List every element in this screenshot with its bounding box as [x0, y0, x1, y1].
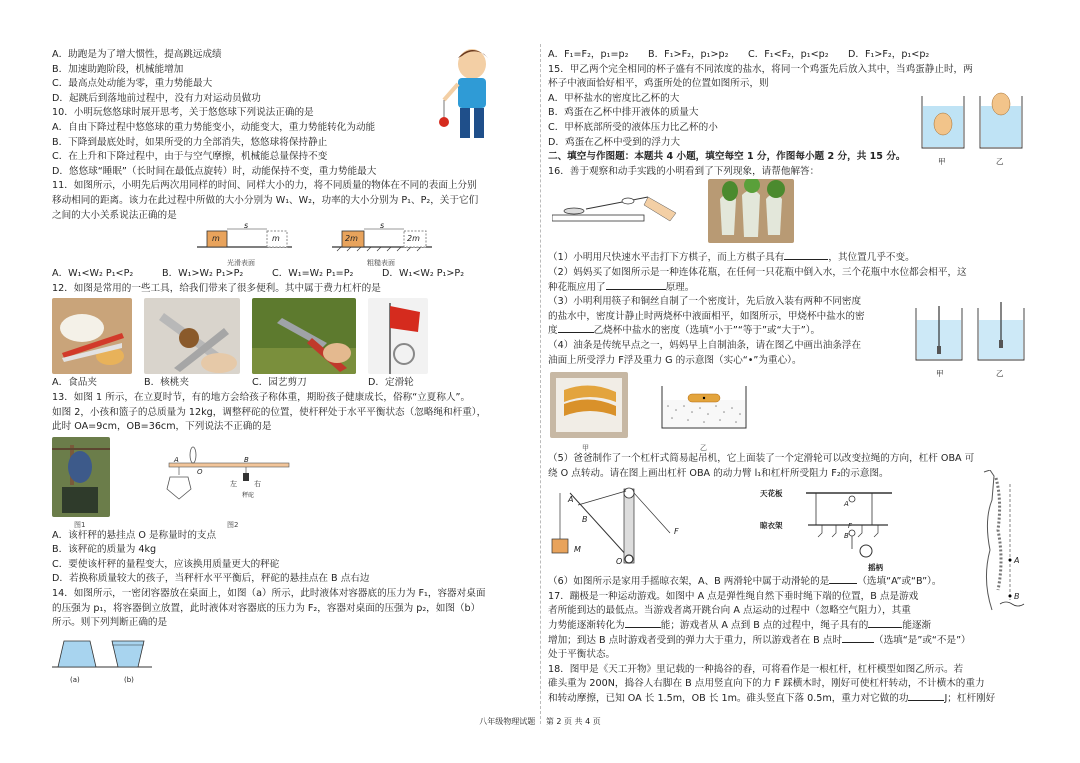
- q18-text-b: J；杠杆刚好: [944, 693, 996, 705]
- q16-4-caption-jia: 甲: [582, 444, 589, 453]
- coin-strike-diagram: [552, 191, 682, 241]
- q14-options: [548, 48, 1032, 63]
- q12-stem: 12．如图是常用的一些工具，给我们带来了很多便利。其中属于费力杠杆的是: [52, 282, 381, 294]
- q11-distance-s: s: [244, 221, 249, 231]
- page-footer: 八年级物理试题 第 2 页 共 4 页: [479, 717, 601, 726]
- q14-caption-b: (b): [124, 675, 134, 684]
- q16-6-label-rack: 晾衣架: [760, 521, 783, 531]
- q10-option-c: C．在上升和下降过程中，由于与空气摩擦，机械能总量保持不变: [52, 151, 328, 163]
- q15-option-c: C．甲杯底部所受的液体压力比乙杯的小: [548, 121, 718, 133]
- q14-option-a: A．F₁=F₂，p₁=p₂: [548, 49, 629, 60]
- q17-text-e: （选填“是”或“不是”）: [874, 634, 971, 646]
- walnut-cracker-image: [144, 298, 240, 374]
- q13-stem-line2: 如图 2，小孩和篮子的总质量为 12kg，调整秤砣的位置，使杆秤处于水平平衡状态（忽略绳和杆重），: [52, 406, 487, 418]
- q16-part6: [548, 575, 1032, 590]
- q16-part6-tail: （选填“A”或“B”）。: [857, 576, 942, 588]
- steelyard-diagram: [164, 437, 294, 517]
- q16-4-caption-yi: 乙: [700, 444, 707, 453]
- q16-part5-line2: 绕 O 点转动。请在图上画出杠杆 OBA 的动力臂 l₁和杠杆所受阻力 F₂的示意图。: [548, 467, 889, 479]
- q17-blank-3[interactable]: [842, 642, 874, 643]
- q16-part6-blank[interactable]: [829, 583, 857, 584]
- q12-options: [52, 376, 532, 391]
- q16-5-label-o: O: [616, 557, 623, 567]
- q16-3-caption-jia: 甲: [936, 369, 944, 378]
- q10-option-d: D．悠悠球“睡眠”（长时间在最低点旋转）时，动能保持不变，重力势能最大: [52, 165, 377, 177]
- q18-blank-1[interactable]: [908, 700, 944, 701]
- q15-option-b: B．鸡蛋在乙杯中排开液体的质量大: [548, 107, 699, 119]
- q11-option-c: C．W₁=W₂ P₁=P₂: [272, 268, 354, 280]
- q12-option-a: A．食品夹: [52, 377, 97, 389]
- q12-figure: [52, 298, 532, 374]
- q16-6-label-ceiling: 天花板: [760, 489, 783, 499]
- q11-distance-s2: s: [380, 221, 385, 231]
- q16-part1-text: （1）小明用尺快速水平击打下方棋子，而上方棋子具有: [548, 252, 785, 264]
- q17-label-b: B: [1014, 592, 1020, 601]
- q13-stem-line3: 此时 OA=9cm，OB=36cm，下列说法不正确的是: [52, 421, 272, 433]
- q11-options: [52, 267, 532, 282]
- q11-stem-line3: 之间的大小关系说法正确的是: [52, 209, 177, 221]
- q16-5-label-b: B: [582, 515, 588, 525]
- q15-beakers-diagram: [918, 92, 1028, 154]
- q16-part4-line2: 油面上所受浮力 F浮及重力 G 的示意图（实心“•”为重心）。: [548, 354, 802, 366]
- q18-line3: [548, 692, 1032, 707]
- q16-3-caption-yi: 乙: [996, 369, 1004, 378]
- q17-line3: [548, 619, 1032, 634]
- q11-caption-smooth: 光滑表面: [227, 259, 255, 268]
- density-meter-diagram: [912, 302, 1032, 366]
- q9-option-c: C．最高点处动能为零，重力势能最大: [52, 78, 213, 90]
- section-2-heading: 二、填空与作图题：本题共 4 小题，填空每空 1 分，作图每小题 2 分，共 15 分。: [548, 151, 906, 163]
- youtiao-photo: [550, 372, 628, 438]
- q17-text-c: 能逐渐: [902, 620, 932, 632]
- q16-part4-figures: [548, 368, 1032, 452]
- q10-option-a: A．自由下降过程中悠悠球的重力势能变小，动能变大，重力势能转化为动能: [52, 121, 376, 133]
- q16-part1: [548, 251, 1032, 266]
- q16-top-figures: [548, 179, 1032, 251]
- q13-option-d: D．若换称质量较大的孩子，当秤杆水平平衡后，秤砣的悬挂点在 B 点右边: [52, 573, 370, 585]
- q14-caption-a: (a): [70, 675, 80, 684]
- q13-option-a: A．该杆秤的悬挂点 O 是称量时的支点: [52, 529, 217, 541]
- q18-text-a: 和转动摩擦，已知 OA 长 1.5m，OB 长 1m。碓头竖直下落 0.5m，重力对它做的功: [548, 693, 909, 705]
- q16-part5-line1: （5）爸爸制作了一个杠杆式简易起吊机，它上面装了一个定滑轮可以改变拉绳的方向，杠杆 OBA 可: [548, 453, 975, 465]
- q16-part2-text: 种花瓶应用了: [548, 281, 606, 293]
- q11-figure: [192, 223, 532, 267]
- q12-option-b: B．核桃夹: [144, 377, 189, 389]
- q16-5-label-m: M: [574, 545, 581, 555]
- q13-label-a: A: [174, 455, 179, 464]
- q17-text-d: 增加；到达 B 点时游戏者受到的弹力大于重力，所以游戏者在 B 点时: [548, 634, 842, 646]
- q15-stem-line2: 杯子中液面恰好相平，鸡蛋所处的位置如图所示，则: [548, 78, 769, 90]
- q13-option-b: B．该秤砣的质量为 4kg: [52, 544, 157, 556]
- q16-part1-blank[interactable]: [784, 259, 828, 260]
- q17-line2: 者所能到达的最低点。当游戏者离开跳台向 A 点运动的过程中（忽略空气阻力），其重: [548, 605, 911, 617]
- bungee-jump-diagram: [970, 470, 1030, 620]
- q11-stem-line2: 移动相同的距离。该力在此过程中所做的大小分别为 W₁、W₂，功率的大小分别为 P₁、P₂，关于它们: [52, 194, 479, 206]
- q16-part2-line2: [548, 281, 1032, 296]
- q17-text-b: 能；游戏者从 A 点到 B 点的过程中，绳子具有的: [660, 620, 869, 632]
- q17-line4: [548, 634, 1032, 649]
- q16-part3-line2: 的盐水中，密度计静止时两烧杯中液面相平，如图所示，甲烧杯中盐水的密: [548, 310, 865, 322]
- q17-blank-2[interactable]: [868, 627, 902, 628]
- q16-part2-line1: （2）妈妈买了如图所示是一种连体花瓶，在任何一只花瓶中倒入水，三个花瓶中水位都会相平，这: [548, 266, 967, 278]
- q16-6-label-b: B: [844, 532, 849, 541]
- q14-stem-line1: 14．如图所示，一密闭容器放在桌面上，如图（a）所示，此时液体对容器底的压力为 F₁，容器对桌面: [52, 588, 486, 600]
- q14-option-b: B．F₁>F₂，p₁>p₂: [648, 49, 729, 60]
- q16-6-label-f: F: [848, 522, 853, 531]
- q11-option-b: B．W₁>W₂ P₁>P₂: [162, 268, 244, 280]
- q14-stem-line3: 所示。则下列判断正确的是: [52, 617, 168, 629]
- q17-blank-1[interactable]: [625, 627, 661, 628]
- q14-option-c: C．F₁<F₂，p₁<p₂: [748, 49, 829, 60]
- q15-option-d: D．鸡蛋在乙杯中受到的浮力大: [548, 136, 681, 148]
- q13-figure: [52, 435, 532, 529]
- q16-part2-tail: 原理。: [665, 281, 695, 293]
- q11-mass-m: m: [212, 234, 220, 244]
- q14-stem-line2: 的压强为 p₁，将容器倒立放置，此时液体对容器底的压力为 F₂，容器对桌面的压强为 p₂，如图（b）: [52, 602, 481, 614]
- q16-6-label-crank: 摇柄: [868, 563, 883, 573]
- q13-label-right: 右: [254, 479, 261, 488]
- q16-part6-text: （6）如图所示是家用手摇晾衣架，A、B 两滑轮中属于动滑轮的是: [548, 576, 830, 588]
- q14-option-d: D．F₁>F₂，p₁<p₂: [848, 49, 930, 60]
- garden-shears-image: [252, 298, 356, 374]
- q12-option-d: D．定滑轮: [368, 377, 414, 389]
- q16-part4-line1: （4）油条是传统早点之一，妈妈早上自制油条，请在图乙中画出油条浮在: [548, 339, 862, 351]
- q16-part1-tail: ，其位置几乎不变。: [828, 252, 915, 264]
- q16-6-label-a: A: [844, 500, 849, 509]
- q11-option-d: D．W₁<W₂ P₁>P₂: [382, 268, 465, 280]
- youtiao-floating-diagram: [658, 382, 750, 432]
- q15-caption-yi: 乙: [996, 157, 1004, 166]
- column-divider: [540, 44, 542, 724]
- q13-option-c: C．要使该杆秤的量程变大，应该换用质量更大的秤砣: [52, 558, 280, 570]
- q16-part3-line1: （3）小明利用筷子和铜丝自制了一个密度计，先后放入装有两种不同密度: [548, 296, 862, 308]
- q18-line1: 18．图甲是《天工开物》里记载的一种捣谷的舂，可将看作是一根杠杆，杠杆模型如图乙所示。若: [548, 663, 964, 675]
- q9-option-b: B．加速助跑阶段，机械能增加: [52, 63, 184, 75]
- q9-option-d: D．起跳后到落地前过程中，没有力对运动员做功: [52, 92, 261, 104]
- q16-5-label-f: F: [674, 527, 679, 537]
- q13-label-b: B: [244, 455, 249, 464]
- q15-stem-line1: 15．甲乙两个完全相同的杯子盛有不同浓度的盐水，将同一个鸡蛋先后放入其中，当鸡蛋静止时，两: [548, 63, 973, 75]
- q18-line2: 碓头重为 200N，捣谷人右脚在 B 点用竖直向下的力 F 踩横木时，刚好可使杠杆转动，不计横木的重力: [548, 678, 985, 690]
- q11-caption-rough: 粗糙表面: [367, 259, 395, 268]
- yoyo-boy-illustration: [432, 44, 512, 142]
- q14-figure: [52, 631, 532, 684]
- q13-label-o: O: [197, 467, 203, 476]
- q11-stem-line1: 11．如图所示，小明先后两次用同样的时间、同样大小的力，将不同质量的物体在不同的表面上分别: [52, 180, 477, 192]
- q13-caption-fig2: 图2: [227, 520, 239, 529]
- q15-option-a: A．甲杯盐水的密度比乙杯的大: [548, 92, 680, 104]
- q17-line5: 处于平衡状态。: [548, 649, 616, 661]
- q17-line1: 17．蹦极是一种运动游戏。如图中 A 点是弹性绳自然下垂时绳下端的位置，B 点是游戏: [548, 590, 919, 602]
- q9-option-a: A．助跑是为了增大惯性，提高跳远成绩: [52, 49, 222, 60]
- q16-stem: 16．善于观察和动手实践的小明看到了下列现象，请帮他解答：: [548, 165, 820, 177]
- q13-stem-line1: 13．如图 1 所示，在立夏时节，有的地方会给孩子称体重，期盼孩子健康成长，俗称“立夏称人”。: [52, 391, 471, 403]
- q16-part2-blank[interactable]: [606, 289, 666, 290]
- q16-5-label-a: A: [568, 495, 574, 505]
- q11-mass-m-moved: m: [272, 234, 280, 244]
- fixed-pulley-image: [368, 298, 428, 374]
- q17-text-a: 力势能逐渐转化为: [548, 620, 625, 632]
- left-column: [52, 48, 532, 684]
- q12-option-c: C．园艺剪刀: [252, 377, 307, 389]
- q14-containers-diagram: [52, 633, 152, 673]
- q17-label-a: A: [1014, 556, 1020, 565]
- q11-option-a: A．W₁<W₂ P₁<P₂: [52, 268, 134, 280]
- q10-stem: 10．小明玩悠悠球时展开思考，关于悠悠球下列说法正确的是: [52, 107, 314, 119]
- food-clip-image: [52, 298, 132, 374]
- q11-mass-2m-moved: 2m: [407, 234, 420, 244]
- q13-label-sliding-weight: 秤砣: [242, 491, 255, 499]
- q10-option-b: B．下降到最底处时，如果所受的力全部消失，悠悠球将保持静止: [52, 136, 328, 148]
- q16-part5-figures: [548, 481, 1032, 575]
- q15-caption-jia: 甲: [938, 157, 946, 166]
- q16-part3-text: 度: [548, 325, 558, 337]
- connected-vase-photo: [708, 179, 794, 243]
- q11-mass-2m: 2m: [345, 234, 358, 244]
- weighing-child-photo: [52, 437, 110, 517]
- q16-part3-tail: 乙烧杯中盐水的密度（选填“小于”“等于”或“大于”）。: [593, 325, 821, 337]
- q13-caption-fig1: 图1: [74, 520, 86, 529]
- q16-part3-blank[interactable]: [558, 332, 594, 333]
- q13-label-left: 左: [230, 479, 237, 488]
